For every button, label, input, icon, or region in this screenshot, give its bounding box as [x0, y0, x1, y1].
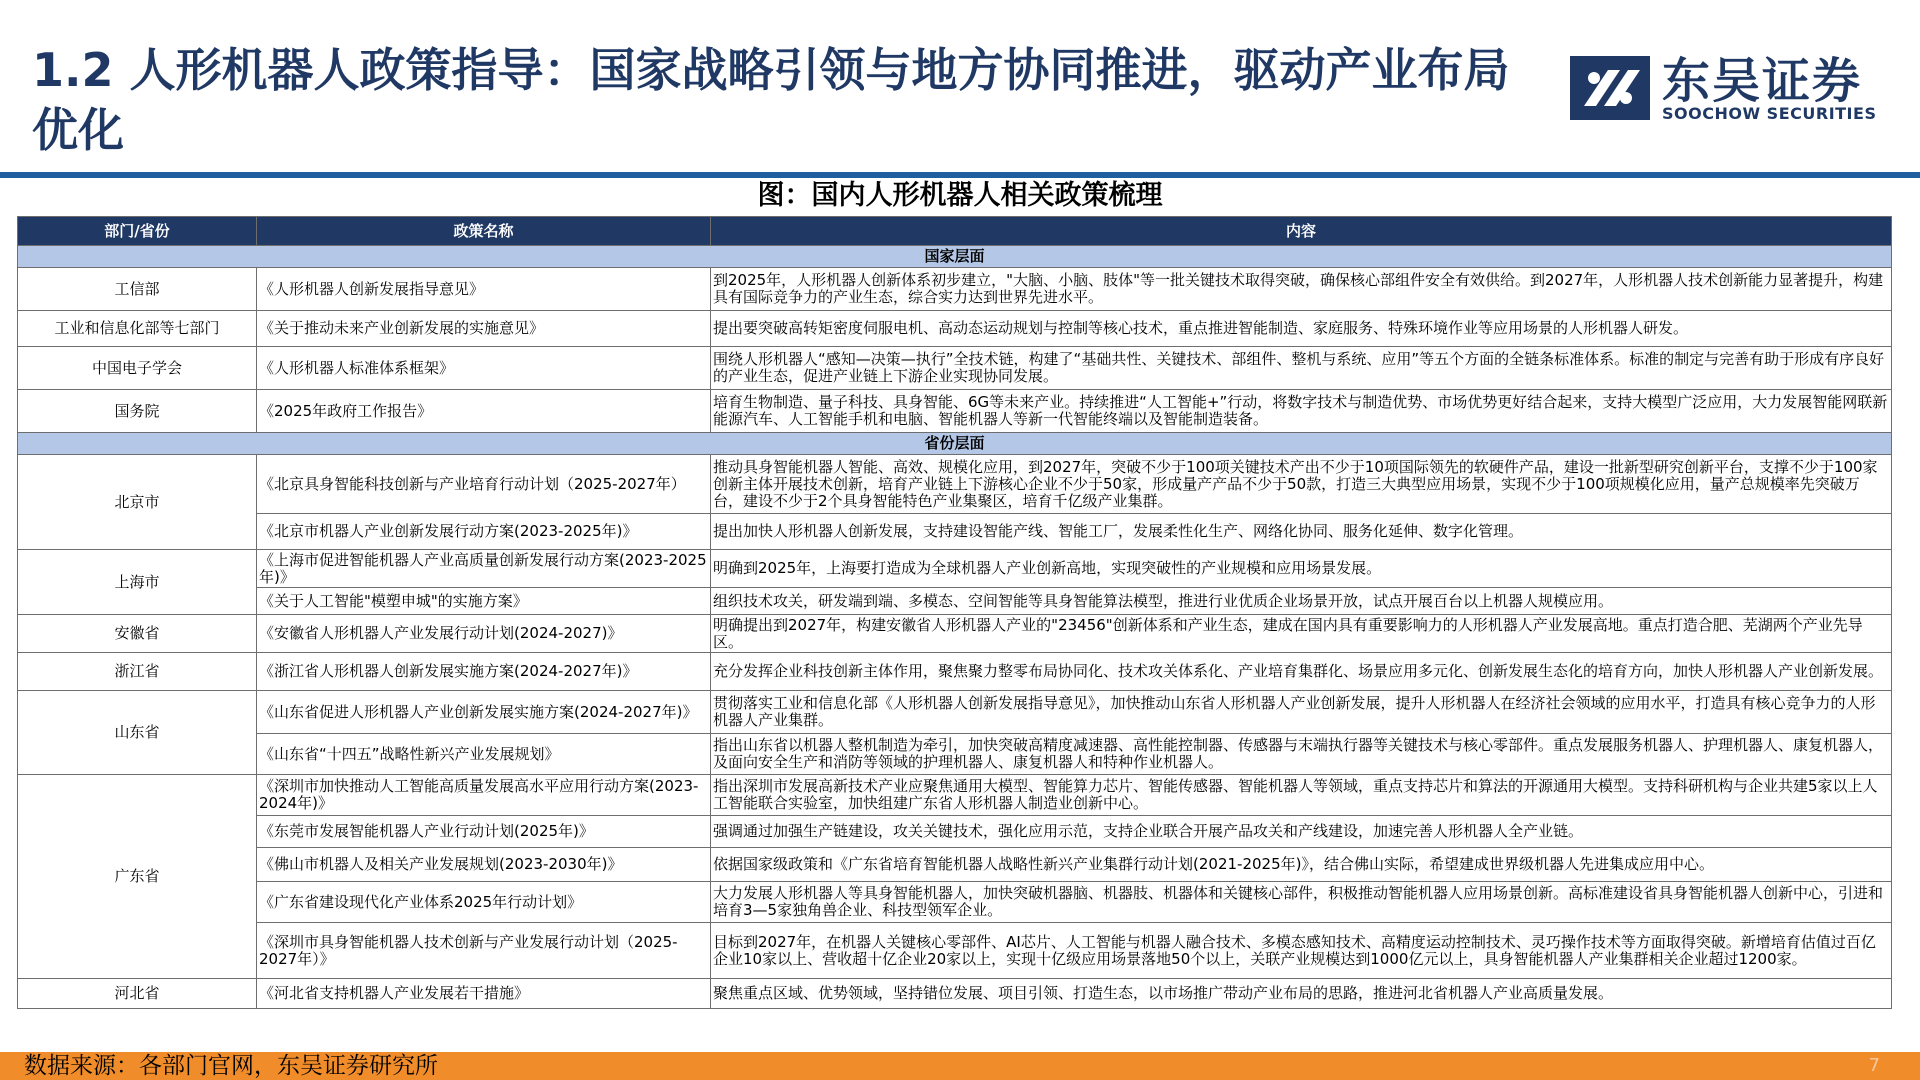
page-number: 7: [1868, 1055, 1880, 1076]
province-cell: 广东省: [18, 775, 257, 979]
table-header-row: [18, 217, 1892, 246]
content-cell: 目标到2027年，在机器人关键核心零部件、AI芯片、人工智能与机器人融合技术、多模态感知技术、高精度运动控制技术、灵巧操作技术等方面取得突破。新增培育估值过百亿企业10家以上、营收超十亿企业20家以上，实现十亿级应用场景落地50个以上，关联产业规模达到1000亿元以上，具身智能机器人产业集群相关企业超过1200家。: [711, 923, 1892, 979]
page-title: 1.2 人形机器人政策指导：国家战略引领与地方协同推进，驱动产业布局优化: [32, 43, 1510, 157]
table-row: [18, 615, 1892, 653]
policy-cell: 《东莞市发展智能机器人产业行动计划(2025年)》: [257, 816, 711, 848]
table-row: [18, 550, 1892, 588]
policy-cell: 《关于人工智能"模塑申城"的实施方案》: [257, 588, 711, 615]
table-row: [18, 455, 1892, 514]
policy-cell: 《深圳市具身智能机器人技术创新与产业发展行动计划（2025-2027年）》: [257, 923, 711, 979]
content-cell: 大力发展人形机器人等具身智能机器人，加快突破机器脑、机器肢、机器体和关键核心部件，积极推动智能机器人应用场景创新。高标准建设省具身智能机器人创新中心，引进和培育3—5家独角兽企业、科技型领军企业。: [711, 882, 1892, 923]
content-cell: 贯彻落实工业和信息化部《人形机器人创新发展指导意见》，加快推动山东省人形机器人产业创新发展，提升人形机器人在经济社会领域的应用水平，打造具有核心竞争力的人形机器人产业集群。: [711, 691, 1892, 734]
province-cell: 山东省: [18, 691, 257, 775]
dept-cell: 工信部: [18, 268, 257, 311]
content-cell: 围绕人形机器人“感知—决策—执行”全技术链，构建了“基础共性、关键技术、部组件、整机与系统、应用”等五个方面的全链条标准体系。标准的制定与完善有助于形成有序良好的产业生态，促进产业链上下游企业实现协同发展。: [711, 347, 1892, 390]
dept-cell: 国务院: [18, 390, 257, 433]
table-row: [18, 347, 1892, 390]
section-row-provincial: [18, 433, 1892, 455]
policy-cell: 《安徽省人形机器人产业发展行动计划(2024-2027)》: [257, 615, 711, 653]
content-cell: 依据国家级政策和《广东省培育智能机器人战略性新兴产业集群行动计划(2021-2025年)》，结合佛山实际，希望建成世界级机器人先进集成应用中心。: [711, 848, 1892, 882]
policy-cell: 《关于推动未来产业创新发展的实施意见》: [257, 311, 711, 347]
table-row: [18, 848, 1892, 882]
content-cell: 强调通过加强生产链建设，攻关关键技术，强化应用示范，支持企业联合开展产品攻关和产线建设，加速完善人形机器人全产业链。: [711, 816, 1892, 848]
policy-cell: 《山东省促进人形机器人产业创新发展实施方案(2024-2027年)》: [257, 691, 711, 734]
province-cell: 河北省: [18, 979, 257, 1009]
content-cell: 明确提出到2027年，构建安徽省人形机器人产业的"23456"创新体系和产业生态，建成在国内具有重要影响力的人形机器人产业发展高地。重点打造合肥、芜湖两个产业先导区。: [711, 615, 1892, 653]
column-header-policy: 政策名称: [257, 217, 711, 246]
policy-cell: 《人形机器人标准体系框架》: [257, 347, 711, 390]
table-row: [18, 514, 1892, 550]
table-row: [18, 653, 1892, 691]
content-cell: 指出深圳市发展高新技术产业应聚焦通用大模型、智能算力芯片、智能传感器、智能机器人等领域，重点支持芯片和算法的开源通用大模型。支持科研机构与企业共建5家以上人工智能联合实验室，加快组建广东省人形机器人制造业创新中心。: [711, 775, 1892, 816]
policy-cell: 《人形机器人创新发展指导意见》: [257, 268, 711, 311]
content-cell: 聚焦重点区域、优势领域，坚持错位发展、项目引领、打造生态，以市场推广带动产业布局的思路，推进河北省机器人产业高质量发展。: [711, 979, 1892, 1009]
table-row: [18, 390, 1892, 433]
policy-cell: 《浙江省人形机器人创新发展实施方案(2024-2027年)》: [257, 653, 711, 691]
logo-chinese-text: 东吴证券: [1662, 53, 1863, 109]
data-source: 数据来源：各部门官网，东吴证券研究所: [24, 1053, 438, 1079]
province-cell: 浙江省: [18, 653, 257, 691]
section-label-national: 国家层面: [18, 246, 1892, 268]
policy-cell: 《2025年政府工作报告》: [257, 390, 711, 433]
table-row: [18, 923, 1892, 979]
table-row: [18, 311, 1892, 347]
column-header-content: 内容: [711, 217, 1892, 246]
section-row-national: [18, 246, 1892, 268]
content-cell: 提出要突破高转矩密度伺服电机、高动态运动规划与控制等核心技术，重点推进智能制造、家庭服务、特殊环境作业等应用场景的人形机器人研发。: [711, 311, 1892, 347]
soochow-logo-icon: [1570, 56, 1650, 120]
content-cell: 指出山东省以机器人整机制造为牵引，加快突破高精度减速器、高性能控制器、传感器与末端执行器等关键技术与核心零部件。重点发展服务机器人、护理机器人、康复机器人，及面向安全生产和消防等领域的护理机器人、康复机器人和特种作业机器人。: [711, 734, 1892, 775]
policy-cell: 《佛山市机器人及相关产业发展规划(2023-2030年)》: [257, 848, 711, 882]
dept-cell: 中国电子学会: [18, 347, 257, 390]
content-cell: 到2025年，人形机器人创新体系初步建立，"大脑、小脑、肢体"等一批关键技术取得突破，确保核心部组件安全有效供给。到2027年，人形机器人技术创新能力显著提升，构建具有国际竞争力的产业生态，综合实力达到世界先进水平。: [711, 268, 1892, 311]
policy-cell: 《深圳市加快推动人工智能高质量发展高水平应用行动方案(2023-2024年)》: [257, 775, 711, 816]
policy-table: [17, 216, 1892, 1009]
content-cell: 充分发挥企业科技创新主体作用，聚焦聚力整零布局协同化、技术攻关体系化、产业培育集群化、场景应用多元化、创新发展生态化的培育方向，加快人形机器人产业创新发展。: [711, 653, 1892, 691]
province-cell: 上海市: [18, 550, 257, 615]
table-row: [18, 775, 1892, 816]
logo-english-text: SOOCHOW SECURITIES: [1662, 104, 1877, 123]
table-row: [18, 691, 1892, 734]
brand-logo: [1570, 52, 1888, 124]
table-row: [18, 882, 1892, 923]
content-cell: 培育生物制造、量子科技、具身智能、6G等未来产业。持续推进“人工智能+”行动，将数字技术与制造优势、市场优势更好结合起来，支持大模型广泛应用，大力发展智能网联新能源汽车、人工智能手机和电脑、智能机器人等新一代智能终端以及智能制造装备。: [711, 390, 1892, 433]
policy-cell: 《广东省建设现代化产业体系2025年行动计划》: [257, 882, 711, 923]
table-row: [18, 268, 1892, 311]
column-header-dept: 部门/省份: [18, 217, 257, 246]
content-cell: 推动具身智能机器人智能、高效、规模化应用，到2027年，突破不少于100项关键技术产出不少于10项国际领先的软硬件产品，建设一批新型研究创新平台，支撑不少于100家创新主体开展技术创新，培育产业链上下游核心企业不少于50家，形成量产产品不少于50款，打造三大典型应用场景，实现不少于100项规模化应用，量产总规模率先突破万台，建设不少于2个具身智能特色产业集聚区，培育千亿级产业集群。: [711, 455, 1892, 514]
policy-cell: 《北京具身智能科技创新与产业培育行动计划（2025-2027年）: [257, 455, 711, 514]
figure-title: 图：国内人形机器人相关政策梳理: [757, 180, 1163, 211]
dept-cell: 工业和信息化部等七部门: [18, 311, 257, 347]
section-label-provincial: 省份层面: [18, 433, 1892, 455]
policy-cell: 《北京市机器人产业创新发展行动方案(2023-2025年)》: [257, 514, 711, 550]
province-cell: 北京市: [18, 455, 257, 550]
province-cell: 安徽省: [18, 615, 257, 653]
policy-cell: 《上海市促进智能机器人产业高质量创新发展行动方案(2023-2025年)》: [257, 550, 711, 588]
table-row: [18, 734, 1892, 775]
content-cell: 明确到2025年，上海要打造成为全球机器人产业创新高地，实现突破性的产业规模和应用场景发展。: [711, 550, 1892, 588]
table-row: [18, 588, 1892, 615]
table-row: [18, 816, 1892, 848]
content-cell: 组织技术攻关，研发端到端、多模态、空间智能等具身智能算法模型，推进行业优质企业场景开放，试点开展百台以上机器人规模应用。: [711, 588, 1892, 615]
content-cell: 提出加快人形机器人创新发展，支持建设智能产线、智能工厂，发展柔性化生产、网络化协同、服务化延伸、数字化管理。: [711, 514, 1892, 550]
policy-cell: 《河北省支持机器人产业发展若干措施》: [257, 979, 711, 1009]
policy-cell: 《山东省“十四五”战略性新兴产业发展规划》: [257, 734, 711, 775]
table-row: [18, 979, 1892, 1009]
